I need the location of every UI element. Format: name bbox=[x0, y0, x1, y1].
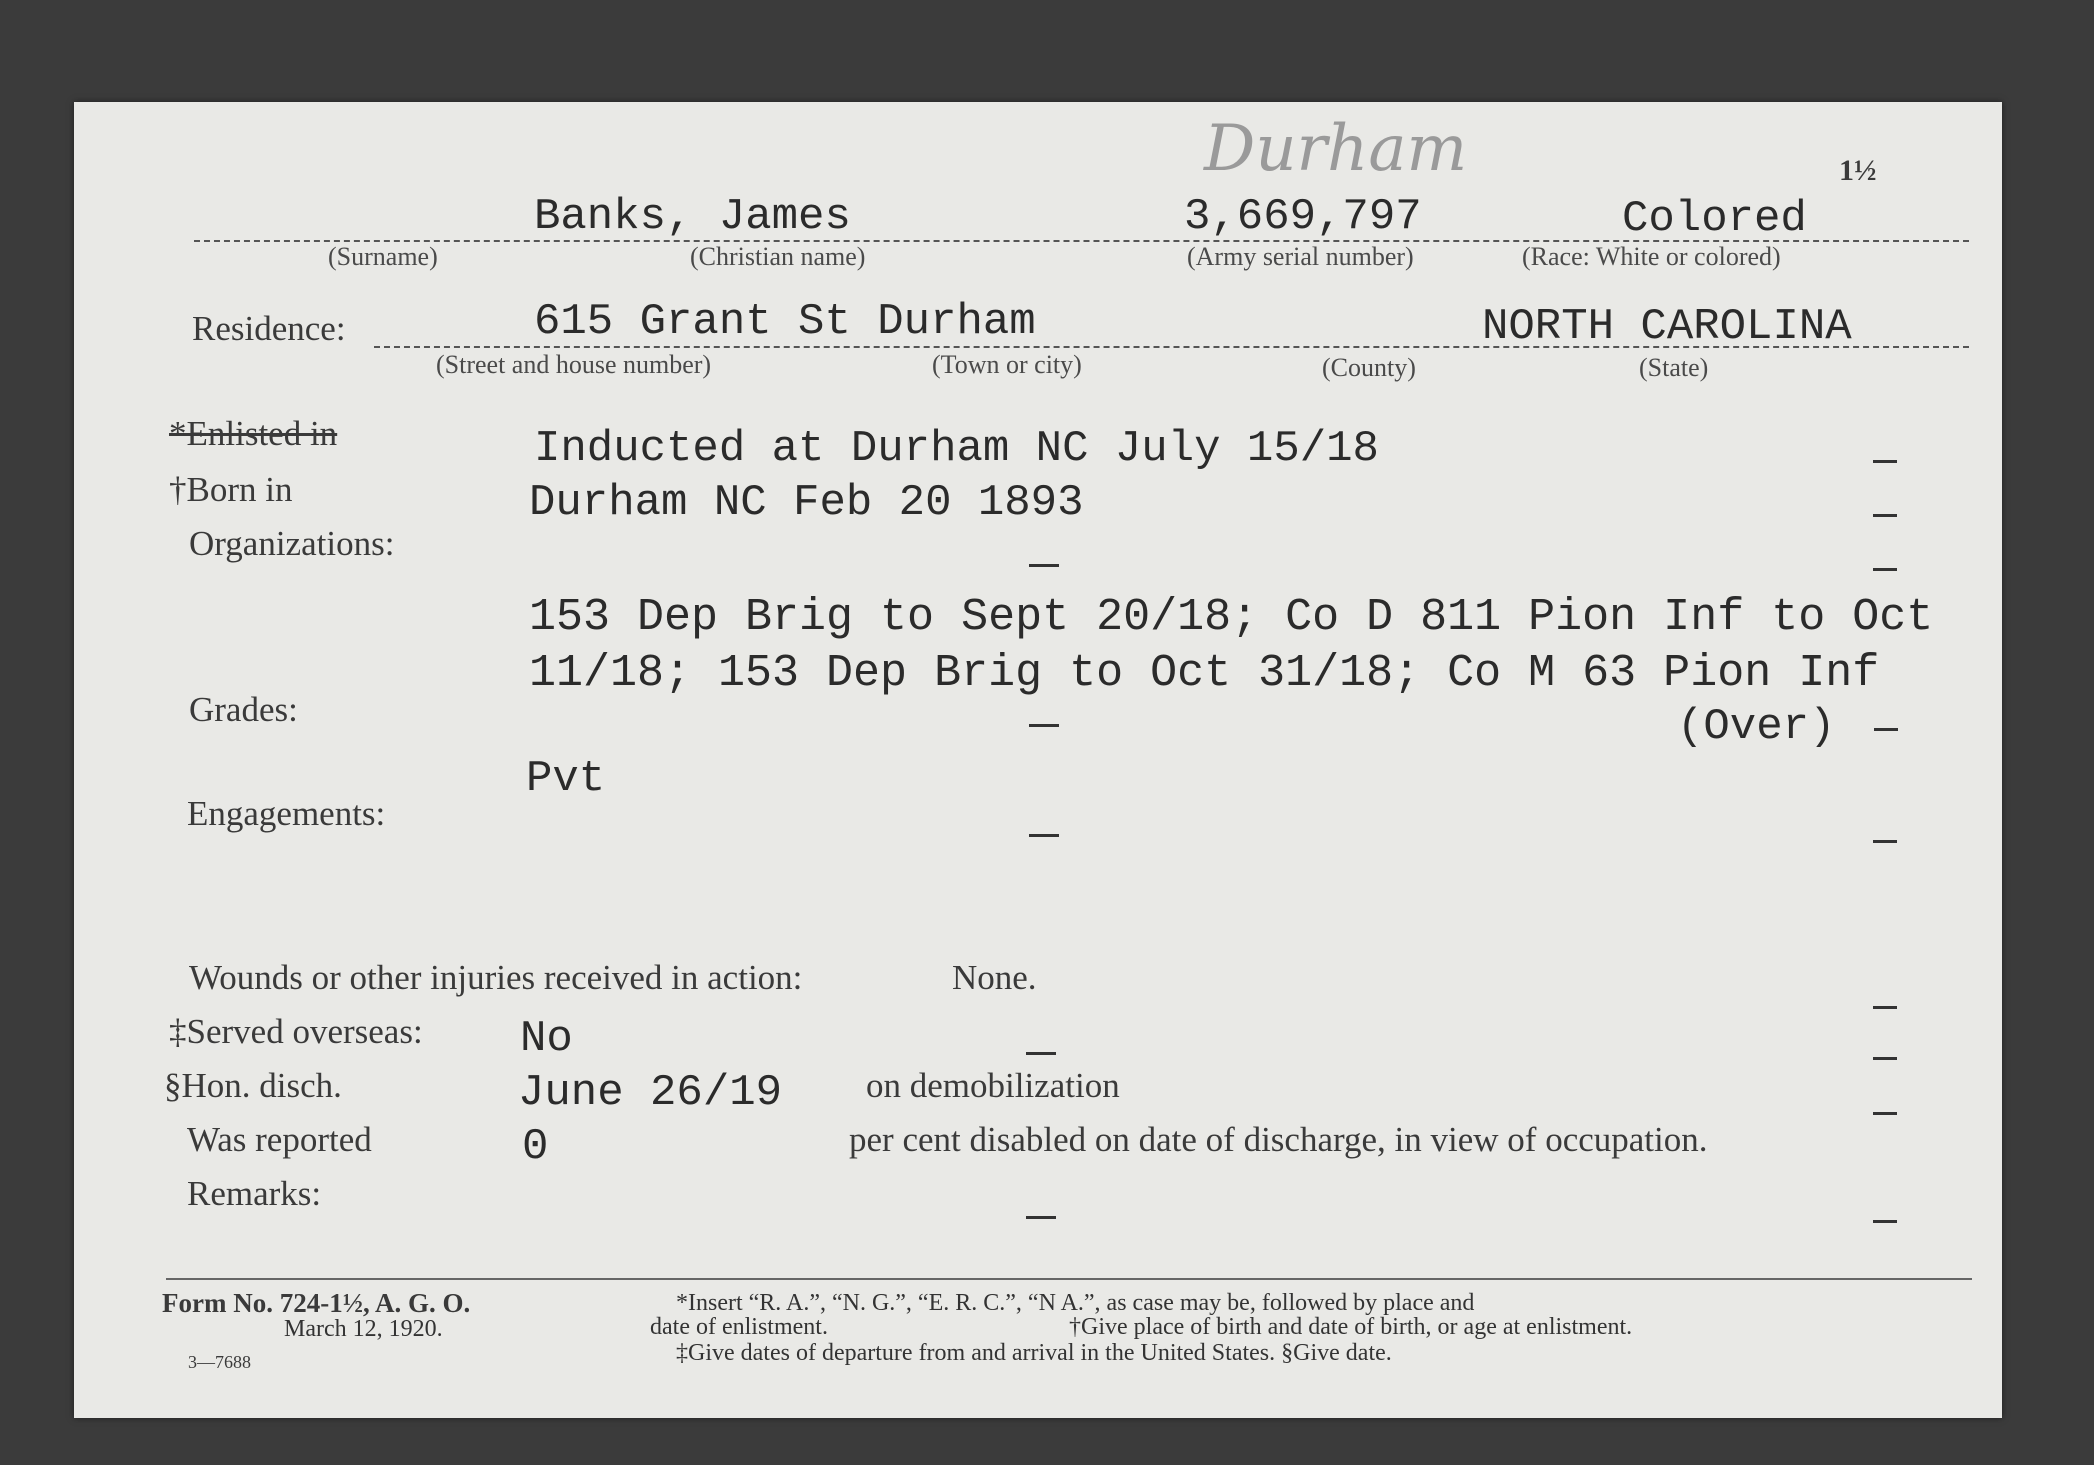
residence-state: NORTH CAROLINA bbox=[1482, 302, 1852, 352]
residence-label: Residence: bbox=[192, 309, 346, 348]
serial-caption: (Army serial number) bbox=[1187, 242, 1414, 271]
form-date: March 12, 1920. bbox=[284, 1316, 443, 1342]
over-end-dash bbox=[1874, 728, 1898, 731]
footnote-overseas: ‡Give dates of departure from and arrival in the United States. §Give date. bbox=[676, 1340, 1392, 1366]
grades-value: Pvt bbox=[526, 754, 606, 804]
was-reported-label: Was reported bbox=[187, 1120, 372, 1159]
remarks-label: Remarks: bbox=[187, 1174, 322, 1213]
footnote-insert: *Insert “R. A.”, “N. G.”, “E. R. C.”, “N A.”, as case may be, followed by place and bbox=[676, 1290, 1475, 1316]
card-number: 1½ bbox=[1839, 154, 1877, 187]
born-label: †Born in bbox=[169, 470, 293, 509]
race-caption: (Race: White or colored) bbox=[1522, 242, 1781, 271]
footer-rule bbox=[166, 1278, 1972, 1280]
organizations-end-dash bbox=[1873, 568, 1897, 571]
service-record-card bbox=[74, 102, 2002, 1418]
was-reported-value: 0 bbox=[522, 1122, 549, 1172]
overseas-end-dash bbox=[1873, 1057, 1897, 1060]
organizations-mid-dash bbox=[1029, 564, 1059, 567]
soldier-name: Banks, James bbox=[534, 192, 851, 242]
enlisted-value: Inducted at Durham NC July 15/18 bbox=[534, 424, 1379, 474]
handwritten-county: Durham bbox=[1204, 112, 1468, 186]
hon-disch-end-dash bbox=[1873, 1112, 1897, 1115]
serial-number: 3,669,797 bbox=[1184, 192, 1422, 242]
organizations-line-1: 153 Dep Brig to Sept 20/18; Co D 811 Pion Inf to Oct bbox=[529, 592, 1934, 643]
remarks-end-dash bbox=[1873, 1220, 1897, 1223]
born-end-dash bbox=[1873, 514, 1897, 517]
engagements-end-dash bbox=[1873, 840, 1897, 843]
engagements-label: Engagements: bbox=[187, 794, 386, 833]
overseas-mid-dash bbox=[1026, 1052, 1056, 1055]
footnote-enlistment: date of enlistment. bbox=[650, 1314, 828, 1340]
race-value: Colored bbox=[1622, 194, 1807, 244]
was-reported-text: per cent disabled on date of discharge, in view of occupation. bbox=[849, 1120, 1708, 1159]
street-caption: (Street and house number) bbox=[436, 350, 712, 379]
wounds-value: None. bbox=[952, 958, 1037, 997]
town-caption: (Town or city) bbox=[932, 350, 1082, 379]
organizations-over: (Over) bbox=[1677, 702, 1836, 752]
residence-street-town: 615 Grant St Durham bbox=[534, 297, 1036, 347]
form-number: Form No. 724-1½, A. G. O. bbox=[162, 1288, 471, 1318]
engagements-mid-dash bbox=[1029, 834, 1059, 837]
county-caption: (County) bbox=[1322, 353, 1416, 382]
hon-disch-label: §Hon. disch. bbox=[164, 1066, 342, 1105]
remarks-mid-dash bbox=[1026, 1216, 1056, 1219]
christian-caption: (Christian name) bbox=[690, 242, 866, 271]
grades-mid-dash bbox=[1029, 724, 1059, 727]
organizations-label: Organizations: bbox=[189, 524, 395, 563]
organizations-line-2: 11/18; 153 Dep Brig to Oct 31/18; Co M 63 Pion Inf bbox=[529, 648, 1880, 699]
grades-label: Grades: bbox=[189, 690, 298, 729]
footnote-birth: †Give place of birth and date of birth, or age at enlistment. bbox=[1069, 1314, 1633, 1340]
hon-disch-date: June 26/19 bbox=[518, 1068, 783, 1118]
hon-disch-text: on demobilization bbox=[866, 1066, 1120, 1105]
enlisted-end-dash bbox=[1873, 460, 1897, 463]
surname-caption: (Surname) bbox=[328, 242, 438, 271]
print-code: 3—7688 bbox=[188, 1352, 251, 1372]
overseas-label: ‡Served overseas: bbox=[169, 1012, 423, 1051]
overseas-value: No bbox=[520, 1014, 573, 1064]
state-caption: (State) bbox=[1639, 353, 1709, 382]
born-value: Durham NC Feb 20 1893 bbox=[529, 478, 1084, 528]
wounds-end-dash bbox=[1873, 1006, 1897, 1009]
enlisted-label: *Enlisted in bbox=[169, 414, 338, 453]
wounds-label: Wounds or other injuries received in action: bbox=[189, 958, 803, 997]
